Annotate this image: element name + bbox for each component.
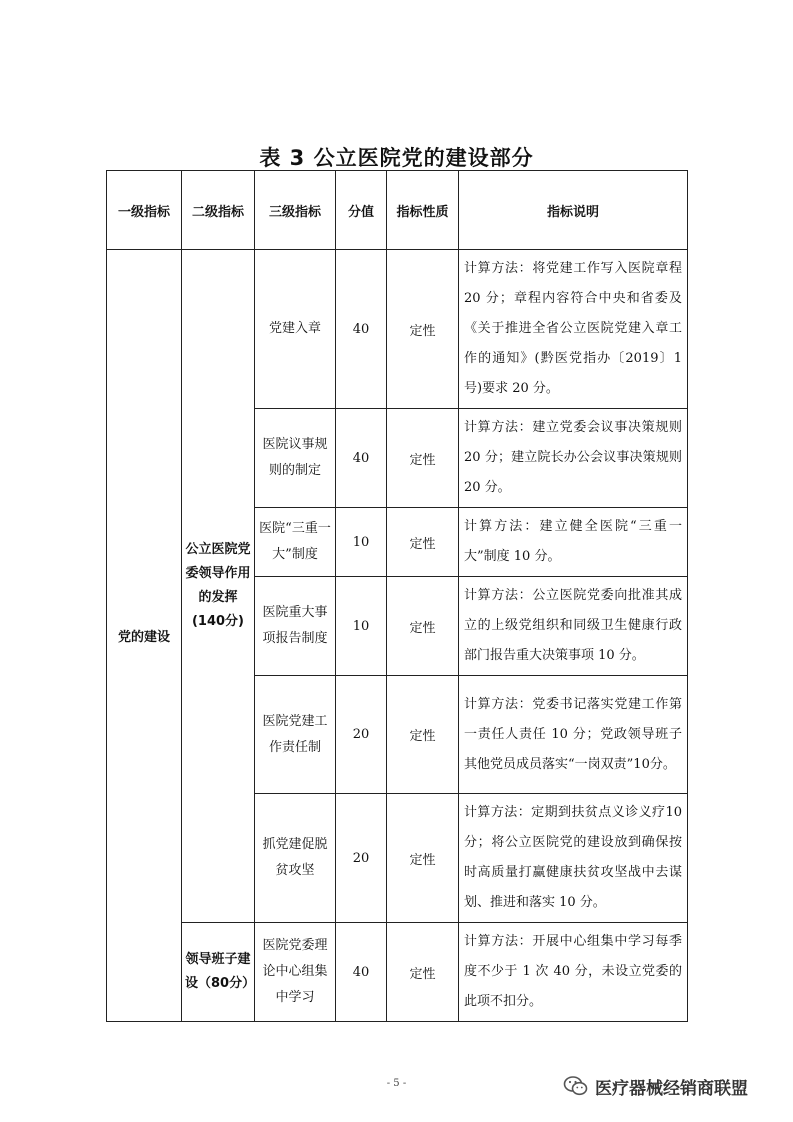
level3-cell: 医院“三重一大”制度 — [255, 508, 336, 577]
nature-cell: 定性 — [387, 577, 459, 676]
score-cell: 20 — [336, 794, 387, 923]
watermark — [563, 1072, 748, 1100]
table-row — [107, 250, 688, 409]
wechat-icon — [563, 1073, 589, 1099]
score-cell: 20 — [336, 676, 387, 794]
table-row — [107, 923, 688, 1022]
evaluation-table — [106, 170, 688, 1022]
header-row — [107, 171, 688, 250]
header-nature: 指标性质 — [387, 171, 459, 250]
header-score: 分值 — [336, 171, 387, 250]
score-cell: 10 — [336, 508, 387, 577]
nature-cell: 定性 — [387, 409, 459, 508]
level3-cell: 医院重大事项报告制度 — [255, 577, 336, 676]
level1-cell: 党的建设 — [107, 250, 182, 1022]
header-level2: 二级指标 — [182, 171, 255, 250]
description-cell: 计算方法：将党建工作写入医院章程 20 分；章程内容符合中央和省委及《关于推进全省公立医院党建入章工作的通知》(黔医党指办〔2019〕1 号)要求 20 分。 — [459, 250, 688, 409]
table-title: 表 3 公立医院党的建设部分 — [259, 146, 534, 170]
score-cell: 10 — [336, 577, 387, 676]
nature-cell: 定性 — [387, 508, 459, 577]
description-cell: 计算方法：定期到扶贫点义诊义疗10 分；将公立医院党的建设放到确保按时高质量打赢健康扶贫攻坚战中去谋划、推进和落实 10 分。 — [459, 794, 688, 923]
description-cell: 计算方法：开展中心组集中学习每季度不少于 1 次 40 分，未设立党委的此项不扣分。 — [459, 923, 688, 1022]
level3-cell: 医院党委理论中心组集中学习 — [255, 923, 336, 1022]
header-description: 指标说明 — [459, 171, 688, 250]
level2-cell: 领导班子建设（80分） — [182, 923, 255, 1022]
description-cell: 计算方法：公立医院党委向批准其成立的上级党组织和同级卫生健康行政部门报告重大决策事项 10 分。 — [459, 577, 688, 676]
nature-cell: 定性 — [387, 794, 459, 923]
nature-cell: 定性 — [387, 676, 459, 794]
description-cell: 计算方法：党委书记落实党建工作第一责任人责任 10 分；党政领导班子其他党员成员落实“一岗双责”10分。 — [459, 676, 688, 794]
level2-cell: 公立医院党委领导作用的发挥(140分) — [182, 250, 255, 923]
level3-cell: 抓党建促脱贫攻坚 — [255, 794, 336, 923]
header-level3: 三级指标 — [255, 171, 336, 250]
watermark-text: 医疗器械经销商联盟 — [595, 1078, 748, 1099]
description-cell: 计算方法：建立党委会议事决策规则 20 分；建立院长办公会议事决策规则 20 分。 — [459, 409, 688, 508]
level3-cell: 医院党建工作责任制 — [255, 676, 336, 794]
page-number: - 5 - — [386, 1078, 407, 1089]
score-cell: 40 — [336, 923, 387, 1022]
level3-cell: 党建入章 — [255, 250, 336, 409]
score-cell: 40 — [336, 409, 387, 508]
description-cell: 计算方法：建立健全医院“三重一大”制度 10 分。 — [459, 508, 688, 577]
nature-cell: 定性 — [387, 250, 459, 409]
nature-cell: 定性 — [387, 923, 459, 1022]
header-level1: 一级指标 — [107, 171, 182, 250]
score-cell: 40 — [336, 250, 387, 409]
level3-cell: 医院议事规则的制定 — [255, 409, 336, 508]
